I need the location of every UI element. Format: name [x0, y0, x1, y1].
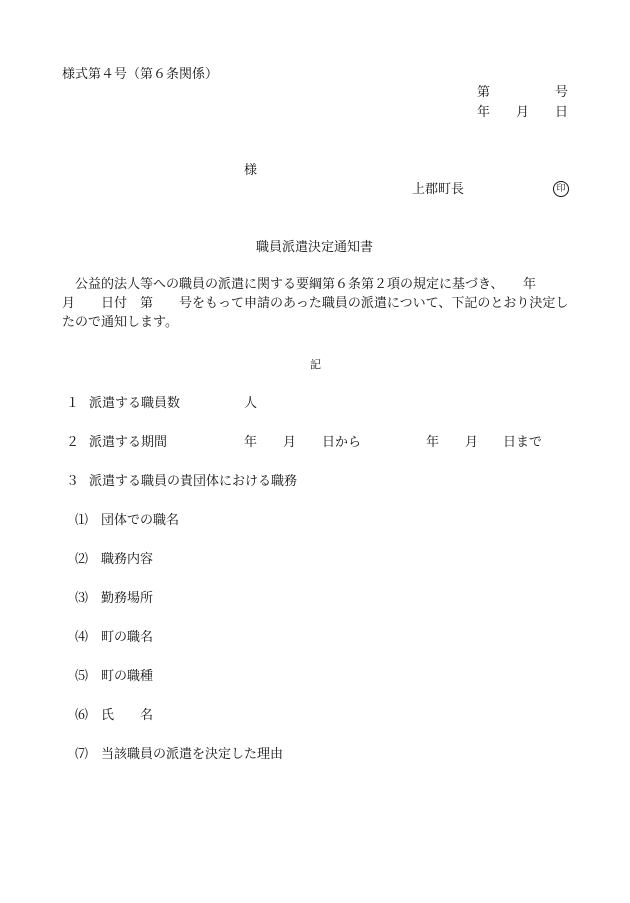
- item-3-label: 派遣する職員の貴団体における職務: [89, 474, 298, 489]
- subitem-7-number: ⑺: [75, 747, 89, 762]
- item-2-number: ２: [66, 435, 80, 450]
- body-line-2: 月 日付 第 号をもって申請のあった職員の派遣について、下記のとおり決定し: [62, 296, 569, 311]
- date-year: 年: [477, 105, 491, 120]
- subitem-2-number: ⑵: [75, 552, 89, 567]
- subitem-1-label: 団体での職名: [101, 513, 180, 528]
- item-1-unit: 人: [244, 396, 258, 411]
- body-line-1: 公益的法人等への職員の派遣に関する要綱第６条第２項の規定に基づき、 年: [75, 277, 536, 292]
- item-1-label: 派遣する職員数: [89, 396, 181, 411]
- body-line-3: たので通知します。: [62, 315, 178, 330]
- subitem-6-number: ⑹: [75, 708, 89, 723]
- subitem-5-label: 町の職種: [101, 669, 154, 684]
- period-to-day: 日まで: [503, 435, 543, 450]
- issuer-name: 上郡町長: [412, 182, 465, 197]
- period-from-year: 年: [244, 435, 258, 450]
- subitem-7-label: 当該職員の派遣を決定した理由: [101, 747, 284, 762]
- doc-no-go: 号: [555, 85, 569, 100]
- item-3-number: ３: [66, 474, 80, 489]
- doc-no-dai: 第: [477, 85, 491, 100]
- item-2-label: 派遣する期間: [89, 435, 168, 450]
- item-1-number: １: [66, 396, 80, 411]
- subitem-5-number: ⑸: [75, 669, 89, 684]
- subitem-4-number: ⑷: [75, 630, 89, 645]
- period-to-month: 月: [465, 435, 479, 450]
- form-number: 様式第４号（第６条関係）: [62, 67, 219, 82]
- body-paragraph: [62, 275, 572, 332]
- addressee-sama: 様: [244, 163, 258, 178]
- subitem-2-label: 職務内容: [101, 552, 154, 567]
- ki-heading: 記: [310, 358, 321, 371]
- period-from-month: 月: [283, 435, 297, 450]
- document-title: 職員派遣決定通知書: [256, 240, 374, 255]
- period-from-day: 日から: [322, 435, 362, 450]
- subitem-3-number: ⑶: [75, 591, 89, 606]
- subitem-1-number: ⑴: [75, 513, 89, 528]
- date-day: 日: [555, 105, 569, 120]
- period-to-year: 年: [426, 435, 440, 450]
- subitem-3-label: 勤務場所: [101, 591, 154, 606]
- subitem-6-label: 氏 名: [101, 708, 154, 723]
- seal-mark: 印: [553, 181, 569, 197]
- date-month: 月: [516, 105, 530, 120]
- subitem-4-label: 町の職名: [101, 630, 154, 645]
